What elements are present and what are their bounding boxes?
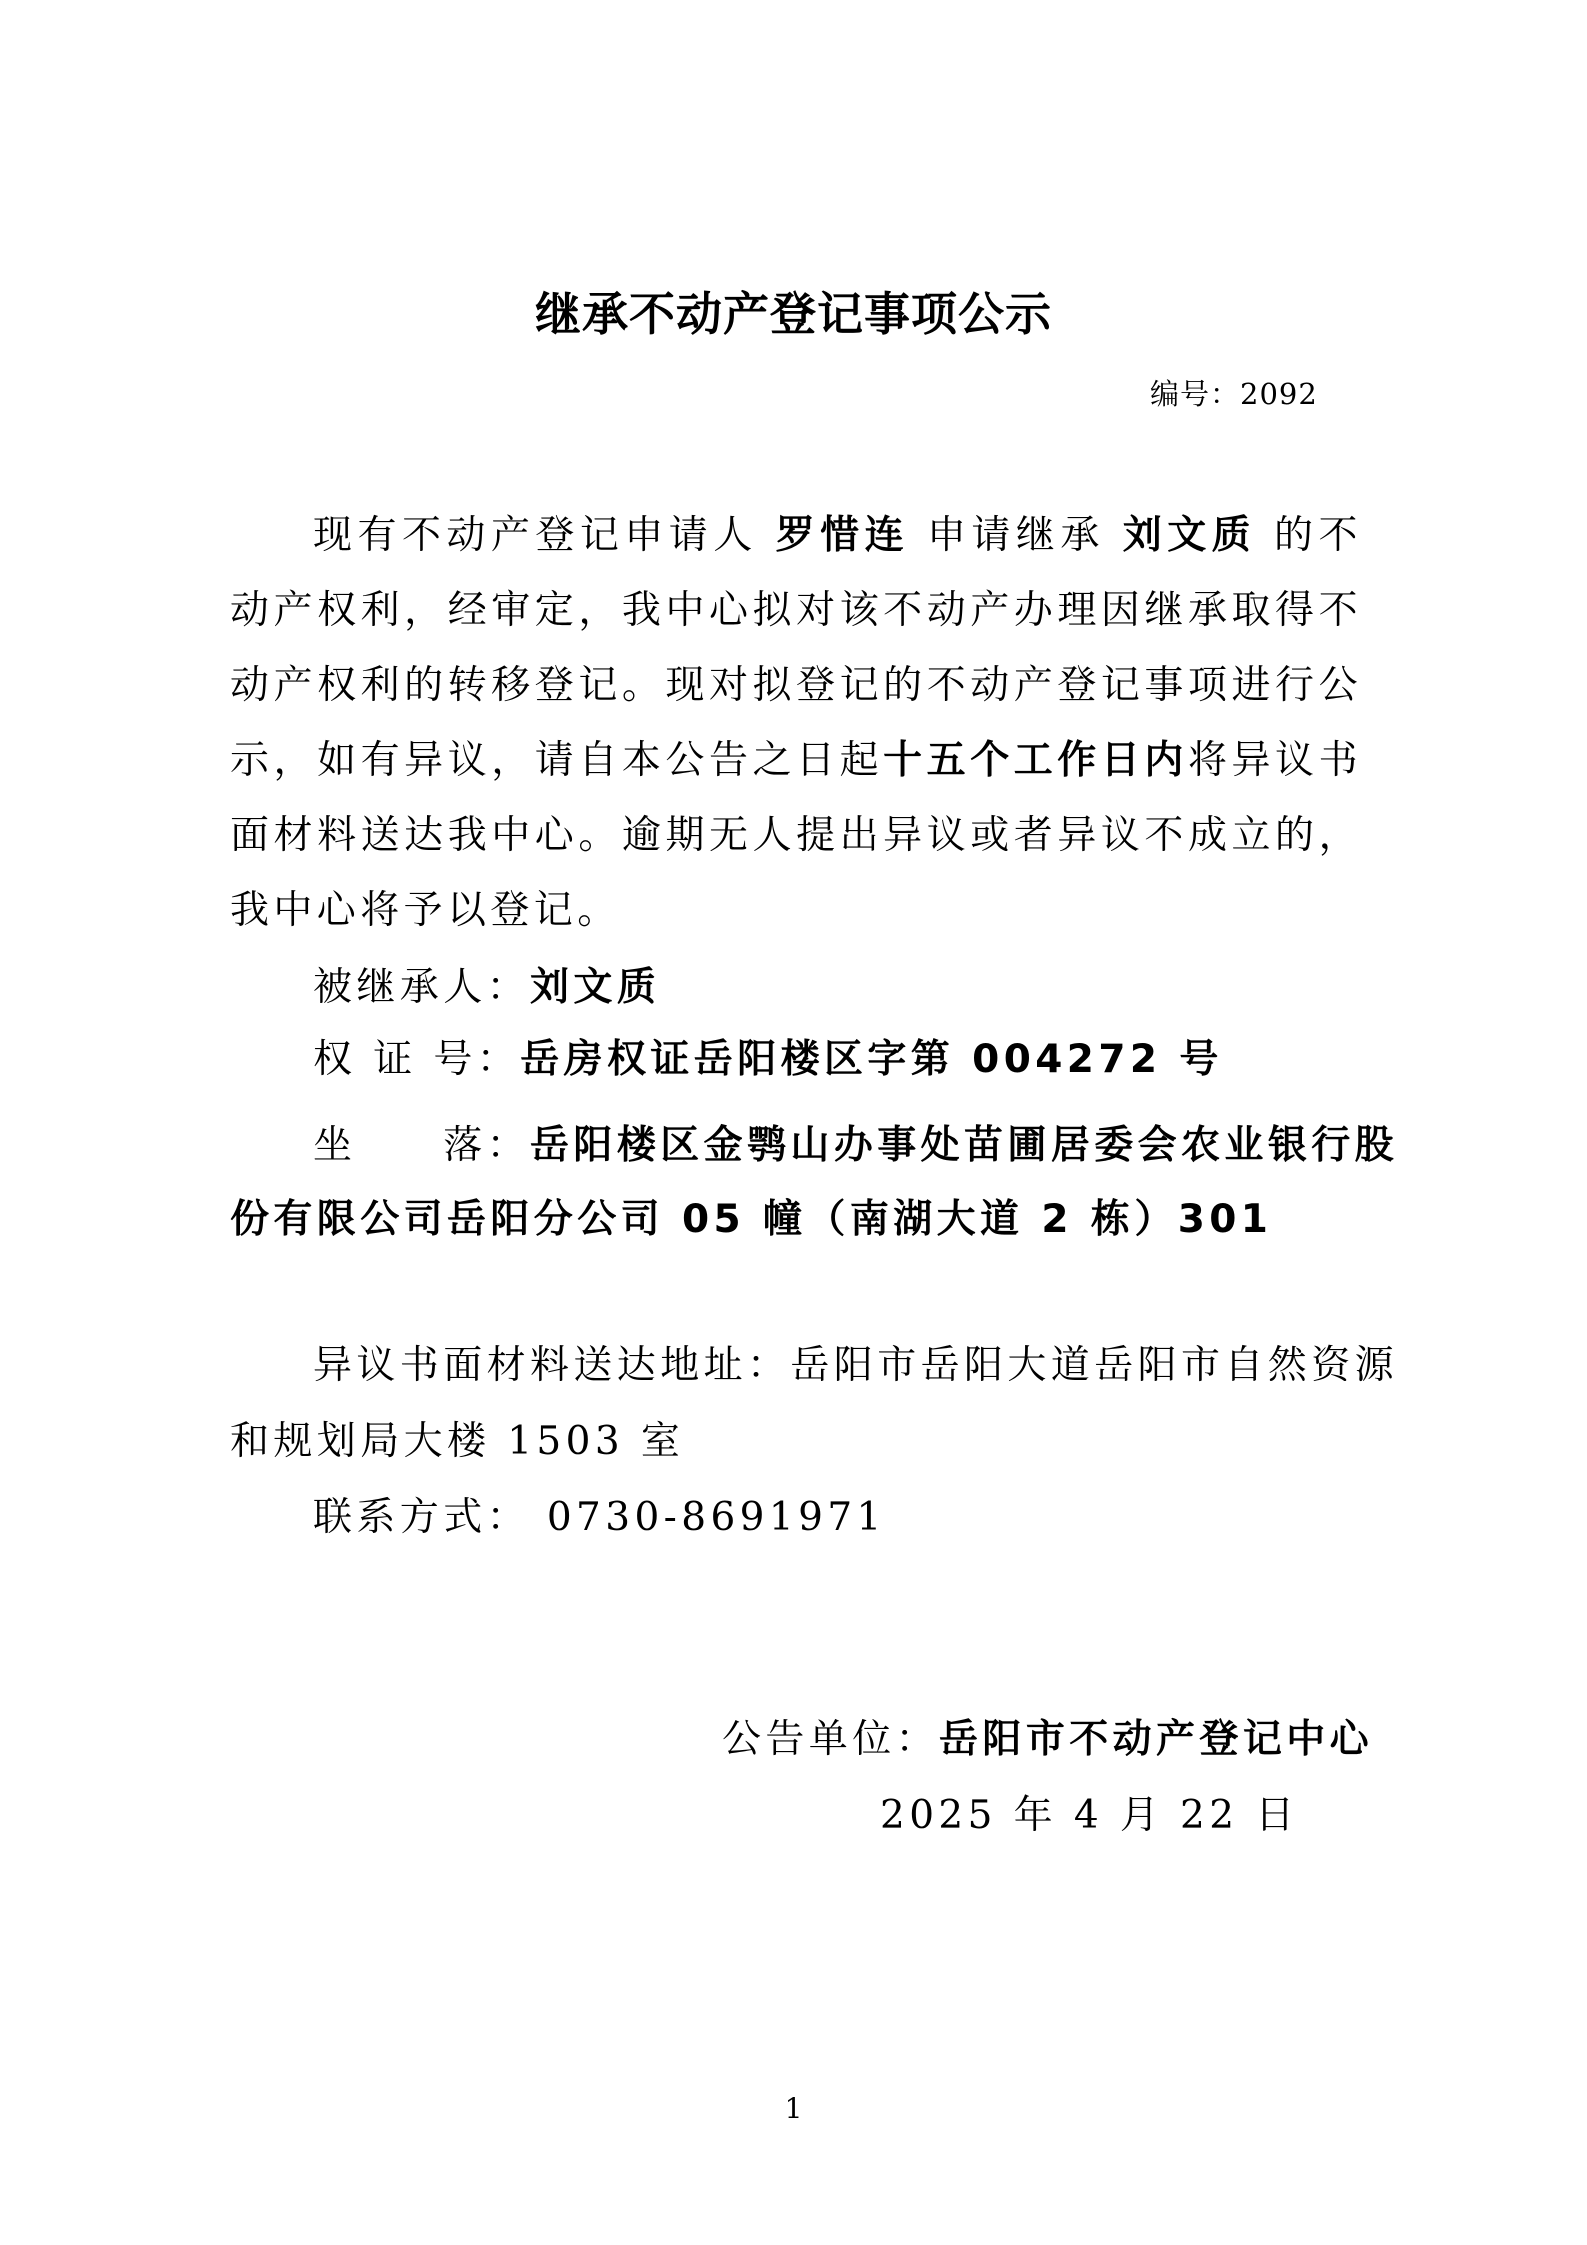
location-value-line-2: 份有限公司岳阳分公司 05 幢（南湖大道 2 栋）301 [230, 1197, 1273, 1242]
objection-address-line-1: 异议书面材料送达地址：岳阳市岳阳大道岳阳市自然资源 [313, 1343, 1399, 1388]
issuer-label: 公告单位： [722, 1717, 940, 1762]
notice-date: 2025 年 4 月 22 日 [880, 1793, 1299, 1838]
contact-label: 联系方式： [313, 1495, 531, 1540]
document-number: 编号：2092 [1150, 377, 1318, 411]
issuer-value: 岳阳市不动产登记中心 [939, 1717, 1374, 1762]
paragraph-text-4: 将异议书面材料送达我中心。逾期无人提出异议或者异议不成立的，我中心将予以登记。 [230, 738, 1362, 933]
location-value-line-1: 岳阳楼区金鹗山办事处苗圃居委会农业银行股 [530, 1123, 1399, 1168]
location-row-continued [230, 1190, 1272, 1250]
heir-value: 刘文质 [530, 965, 661, 1010]
contact-row [313, 1488, 886, 1548]
paragraph-text-2: 申请继承 [926, 513, 1105, 558]
contact-value: 0730-8691971 [546, 1495, 886, 1540]
certificate-row [313, 1030, 1223, 1090]
certificate-value: 岳房权证岳阳楼区字第 004272 号 [520, 1037, 1223, 1082]
decedent-name: 刘文质 [1122, 513, 1257, 558]
objection-address-line-2: 和规划局大楼 1503 室 [230, 1419, 685, 1464]
certificate-label: 权 证 号： [313, 1037, 521, 1082]
location-row [313, 1116, 1398, 1176]
paragraph-text-3: 的不动产权利，经审定，我中心拟对该不动产办理因继承取得不动产权利的转移登记。现对拟登记的不动产登记事项进行公示，如有异议，请自本公告之日起 [230, 513, 1362, 783]
page-number: 1 [784, 2092, 803, 2125]
document-title: 继承不动产登记事项公示 [535, 287, 1052, 341]
heir-label: 被继承人： [313, 965, 531, 1010]
notice-paragraph [230, 498, 1362, 948]
paragraph-text-1: 现有不动产登记申请人 [313, 513, 758, 558]
location-label: 坐 落： [313, 1123, 531, 1168]
deadline-text: 十五个工作日内 [883, 738, 1188, 783]
applicant-name: 罗惜连 [775, 513, 910, 558]
issuer-row [722, 1710, 1373, 1770]
heir-row [313, 958, 660, 1018]
